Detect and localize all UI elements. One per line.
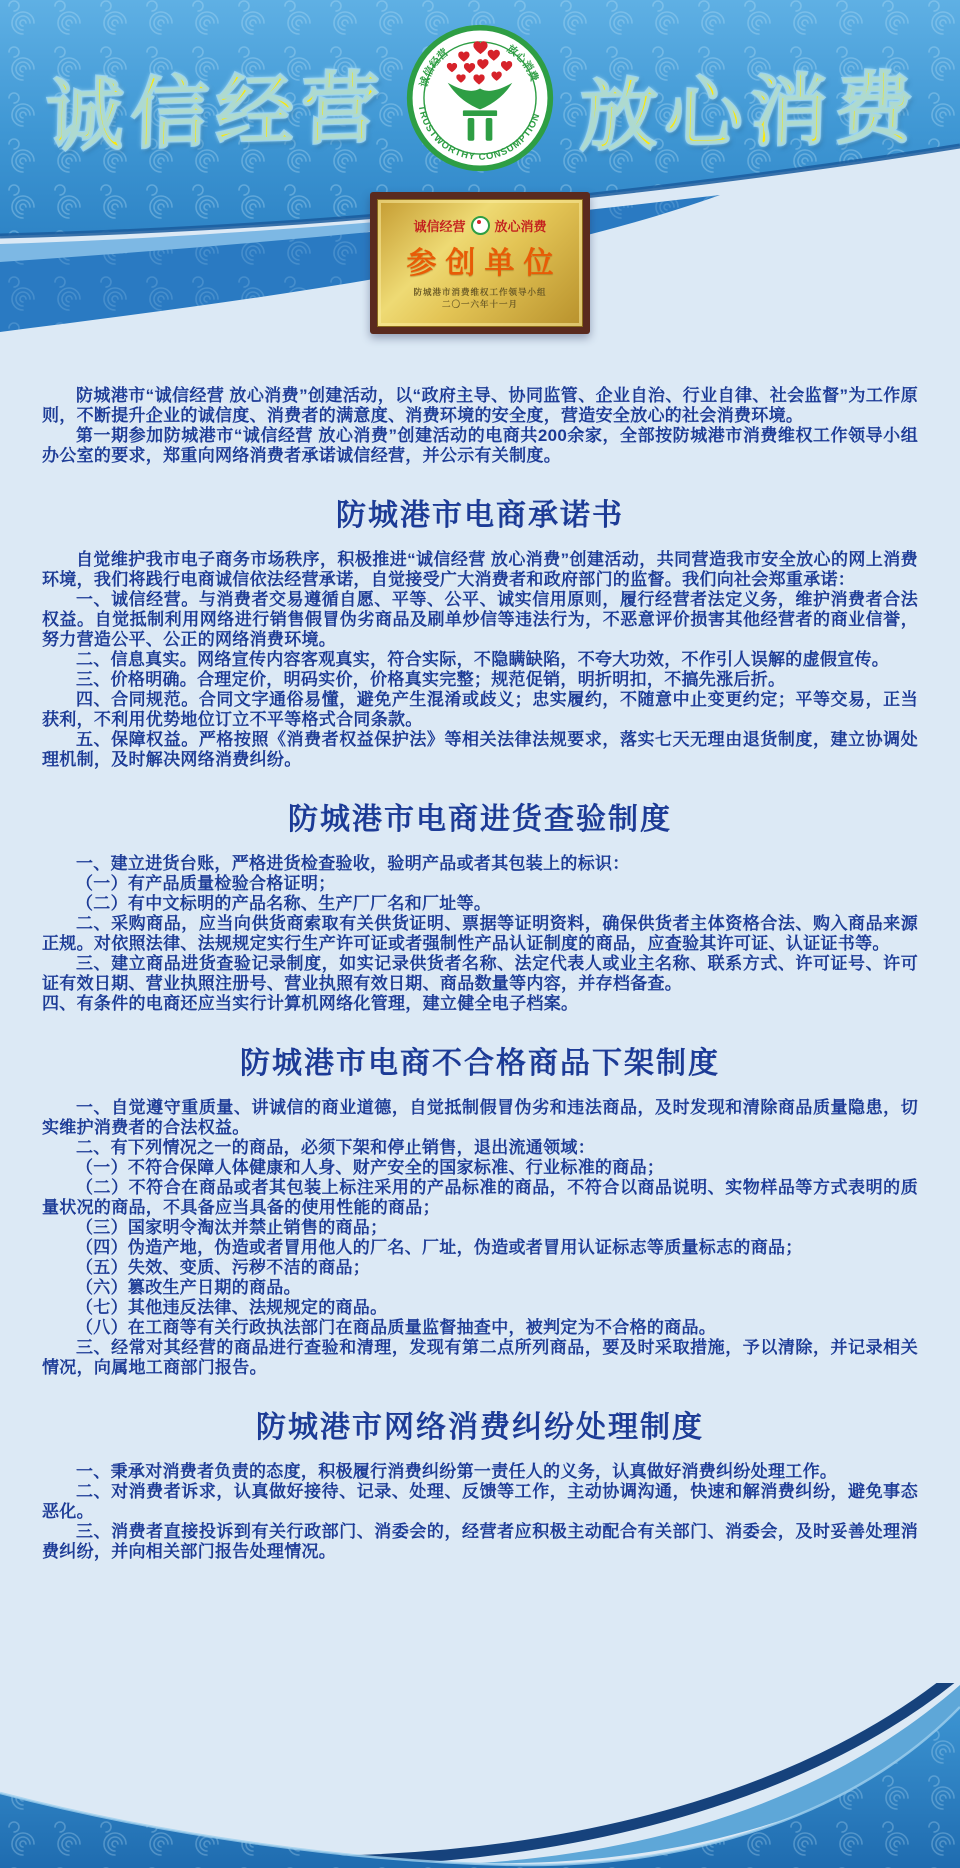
logo-arc-text-left: 诚信经营 — [418, 47, 451, 89]
paragraph: （六）篡改生产日期的商品。 — [76, 1278, 301, 1297]
paragraph: 四、合同规范。合同文字通俗易懂，避免产生混淆或歧义；忠实履约，不随意中止变更约定；平等交易，正当获利，不利用优势地位订立不平等格式合同条款。 — [42, 690, 918, 729]
plaque-title: 参创单位 — [406, 247, 563, 280]
paragraph: 三、消费者直接投诉到有关行政部门、消委会的，经营者应积极主动配合有关部门、消委会，及时妥善处理消费纠纷，并向相关部门报告处理情况。 — [42, 1522, 918, 1561]
content — [0, 300, 960, 1562]
paragraph: 二、采购商品，应当向供货商索取有关供货证明、票据等证明资料，确保供货者主体资格合法、购入商品来源正规。对依照法律、法规规定实行生产许可证或者强制性产品认证制度的商品，应查验其许可证、认证证书等。 — [42, 914, 918, 953]
footer-wave-background — [0, 1683, 960, 1868]
logo-arc-text-bottom: TRUSTWORTHY CONSUMPTION — [415, 104, 543, 163]
section-heading: 防城港市电商不合格商品下架制度 — [240, 1047, 720, 1080]
paragraph: 二、有下列情况之一的商品，必须下架和停止销售，退出流通领域： — [76, 1138, 595, 1157]
paragraph: 二、对消费者诉求，认真做好接待、记录、处理、反馈等工作，主动协调沟通，快速和解消费纠纷，避免事态恶化。 — [42, 1482, 918, 1521]
award-plaque — [370, 192, 590, 334]
paragraph: 一、诚信经营。与消费者交易遵循自愿、平等、公平、诚实信用原则，履行经营者法定义务，维护消费者合法权益。自觉抵制利用网络进行销售假冒伪劣商品及刷单炒信等违法行为，不恶意评价损害其他经营者的商业信誉，努力营造公平、公正的网络消费环境。 — [42, 590, 918, 649]
paragraph: 三、经常对其经营的商品进行查验和清理，发现有第二点所列商品，要及时采取措施，予以清除，并记录相关情况，向属地工商部门报告。 — [42, 1338, 918, 1377]
paragraph: （五）失效、变质、污秽不洁的商品； — [76, 1258, 371, 1277]
intro-paragraphs — [42, 386, 918, 466]
logo-arc-text-right: 放心消费 — [504, 43, 540, 84]
section-purchase-inspection — [42, 800, 918, 1014]
section-commitment — [42, 496, 918, 770]
trustworthy-consumption-logo — [404, 22, 556, 174]
paragraph: 一、建立进货台账，严格进货检查验收，验明产品或者其包装上的标识： — [76, 854, 630, 873]
header-title-left: 诚信经营 — [44, 63, 388, 161]
paragraph: （八）在工商等有关行政执法部门在商品质量监督抽查中，被判定为不合格的商品。 — [76, 1318, 717, 1337]
plaque-header-row — [413, 216, 546, 235]
section-body — [42, 550, 918, 770]
section-unqualified-removal — [42, 1044, 918, 1378]
paragraph: 一、秉承对消费者负责的态度，积极履行消费纠纷第一责任人的义务，认真做好消费纠纷处理工作。 — [76, 1462, 838, 1481]
plaque-header-left: 诚信经营 — [413, 219, 466, 234]
paragraph: （一）有产品质量检验合格证明； — [76, 874, 336, 893]
paragraph: （二）不符合在商品或者其包装上标注采用的产品标准的商品，不符合以商品说明、实物样品等方式表明的质量状况的商品，不具备应当具备的使用性能的商品； — [42, 1178, 918, 1217]
paragraph: （四）伪造产地，伪造或者冒用他人的厂名、厂址，伪造或者冒用认证标志等质量标志的商品； — [76, 1238, 803, 1257]
plaque-logo-icon — [471, 216, 490, 235]
section-heading: 防城港市电商承诺书 — [336, 499, 624, 532]
plaque-date: 二〇一六年十一月 — [441, 299, 518, 309]
paragraph: 防城港市“诚信经营 放心消费”创建活动，以“政府主导、协同监管、企业自治、行业自律、社会监督”为工作原则，不断提升企业的诚信度、消费者的满意度、消费环境的安全度，营造安全放心的社会消费环境。 — [42, 386, 918, 425]
paragraph: 第一期参加防城港市“诚信经营 放心消费”创建活动的电商共200余家，全部按防城港市消费维权工作领导小组办公室的要求，郑重向网络消费者承诺诚信经营，并公示有关制度。 — [42, 426, 918, 465]
paragraph: 五、保障权益。严格按照《消费者权益保护法》等相关法律法规要求，落实七天无理由退货制度，建立协调处理机制，及时解决网络消费纠纷。 — [42, 730, 918, 769]
paragraph: 四、有条件的电商还应当实行计算机网络化管理，建立健全电子档案。 — [42, 994, 579, 1013]
section-body — [42, 1098, 918, 1378]
paragraph: 自觉维护我市电子商务市场秩序，积极推进“诚信经营 放心消费”创建活动，共同营造我市安全放心的网上消费环境，我们将践行电商诚信依法经营承诺，自觉接受广大消费者和政府部门的监督。我们向社会郑重承诺： — [42, 550, 918, 589]
paragraph: （三）国家明令淘汰并禁止销售的商品； — [76, 1218, 388, 1237]
paragraph: 三、价格明确。合理定价，明码实价，价格真实完整；规范促销，明折明扣，不搞先涨后折。 — [76, 670, 786, 689]
paragraph: （一）不符合保障人体健康和人身、财产安全的国家标准、行业标准的商品； — [76, 1158, 665, 1177]
plaque-header-right: 放心消费 — [494, 219, 547, 234]
plaque-issuer: 防城港市消费维权工作领导小组 — [413, 287, 547, 297]
paragraph: （七）其他违反法律、法规规定的商品。 — [76, 1298, 388, 1317]
section-dispute-handling — [42, 1408, 918, 1562]
award-plaque-face — [377, 199, 583, 327]
paragraph: 一、自觉遵守重质量、讲诚信的商业道德，自觉抵制假冒伪劣和违法商品，及时发现和清除商品质量隐患，切实维护消费者的合法权益。 — [42, 1098, 918, 1137]
paragraph: 三、建立商品进货查验记录制度，如实记录供货者名称、法定代表人或业主名称、联系方式、许可证号、许可证有效日期、营业执照注册号、营业执照有效日期、商品数量等内容，并存档备查。 — [42, 954, 918, 993]
section-body — [42, 854, 918, 1014]
header-title-right: 放心消费 — [578, 63, 922, 161]
paragraph: （二）有中文标明的产品名称、生产厂厂名和厂址等。 — [76, 894, 492, 913]
paragraph: 二、信息真实。网络宣传内容客观真实，符合实际，不隐瞒缺陷，不夸大功效，不作引人误解的虚假宣传。 — [76, 650, 890, 669]
section-heading: 防城港市网络消费纠纷处理制度 — [256, 1411, 704, 1444]
section-heading: 防城港市电商进货查验制度 — [288, 803, 672, 836]
section-body — [42, 1462, 918, 1562]
